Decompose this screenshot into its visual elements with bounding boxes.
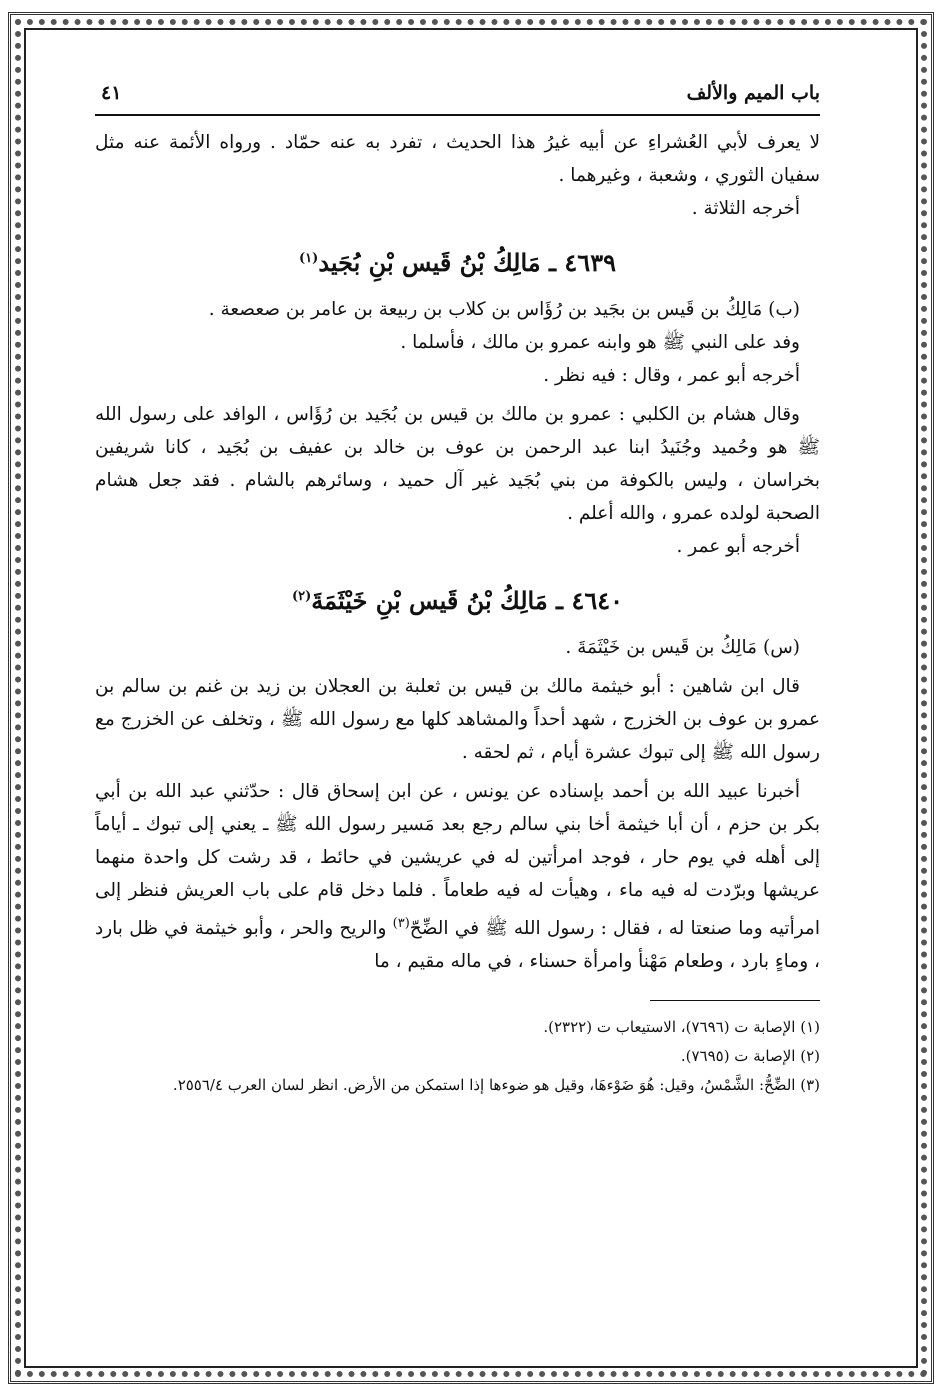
paragraph: لا يعرف لأبي العُشراءِ عن أبيه غيرُ هذا الحديث ، تفرد به عنه حمّاد . ورواه الأئمة عنه مثل سفيان الثوري ، وشعبة ، وغيرهما . <box>95 132 820 186</box>
entry-heading-text: ٤٦٣٩ ـ مَالِكُ بْنُ قَيس بْنِ بُجَيد <box>318 248 616 277</box>
entry-heading-text: ٤٦٤٠ ـ مَالِكُ بْنُ قَيس بْنِ خَيْثَمَةَ <box>311 586 623 615</box>
running-header <box>95 70 820 116</box>
footnote: (٢) الإصابة ت (٧٦٩٥). <box>680 1047 820 1066</box>
entry-heading <box>95 577 820 621</box>
footnote-ref: (٣) <box>392 916 410 931</box>
footnote: (٣) الضِّحُّ: الشَّمْسُ، وقيل: هُوَ ضَوْءهَا، وقيل هو ضوءها إذا استمكن من الأرض. انظر لسان العرب ٢٥٥٦/٤. <box>172 1076 820 1095</box>
chapter-title: باب الميم والألف <box>686 82 820 104</box>
paragraph: قال ابن شاهين : أبو خيثمة مالك بن قيس بن ثعلبة بن العجلان بن زيد بن غنم بن سالم بن عمرو بن عوف بن الخزرج ، شهد أحداً والمشاهد كلها مع رسول الله ﷺ ، وتخلف عن الخزرج مع رسول الله ﷺ إلى تبوك عشرة أيام ، ثم لحقه . <box>95 676 820 763</box>
page-number: ٤١ <box>101 82 122 104</box>
entry-heading <box>95 239 820 283</box>
paragraph: أخرجه أبو عمر ، وقال : فيه نظر . <box>543 365 800 386</box>
paragraph: وفد على النبي ﷺ هو وابنه عمرو بن مالك ، فأسلما . <box>400 332 800 353</box>
paragraph: أخرجه أبو عمر . <box>676 536 800 557</box>
footnote-separator <box>650 1000 820 1001</box>
footnote-ref: (٢) <box>291 589 312 604</box>
footnote: (١) الإصابة ت (٧٦٩٦)، الاستيعاب ت (٢٣٢٢). <box>543 1018 820 1037</box>
page-content <box>95 70 820 1340</box>
paragraph: وقال هشام بن الكلبي : عمرو بن مالك بن قيس بن بُجَيد بن رُؤَاس ، الوافد على رسول الله ﷺ هو وحُميد وجُنَيدُ ابنا عبد الرحمن بن عوف بن خالد بن عفيف بن بُجَيد ، كانا شريفين بخراسان ، وليس بالكوفة من بني بُجَيد غير آل حميد ، وسائرهم بالشام . فقد جعل هشام الصحبة لولده عمرو ، والله أعلم . <box>95 404 820 524</box>
paragraph <box>95 775 820 978</box>
paragraph: (س) مَالِكُ بن قَيس بن خَيْثَمَةَ . <box>565 637 800 658</box>
footnote-ref: (١) <box>299 251 319 266</box>
paragraph: (ب) مَالِكُ بن قَيس بن بجَيد بن رُؤَاس بن كلاب بن ربيعة بن عامر بن صعصعة . <box>208 299 800 320</box>
paragraph-text: والريح والحر ، وأبو خيثمة في ظل بارد ، وماءٍ بارد ، وطعام مَهْنأ وامرأة حسناء ، في ماله مقيم ، ما <box>95 918 820 973</box>
paragraph: أخرجه الثلاثة . <box>691 198 800 219</box>
paragraph-text: أخبرنا عبيد الله بن أحمد بإسناده عن يونس ، عن ابن إسحاق قال : حدّثني عبد الله بن أبي بكر بن حزم ، أن أبا خيثمة أخا بني سالم رجع بعد مَسير رسول الله ﷺ ـ يعني إلى تبوك ـ أياماً إلى أهله في يوم حار ، فوجد امرأتين له في عريشين في حائط ، قد رشت كل واحدة منهما عريشها وبرّدت له فيه ماء ، وهيأت له فيه طعاماً . فلما دخل قام على باب العريش فنظر إلى امرأتيه وما صنعتا له ، فقال : رسول الله ﷺ في الضِّحّ <box>95 781 820 940</box>
